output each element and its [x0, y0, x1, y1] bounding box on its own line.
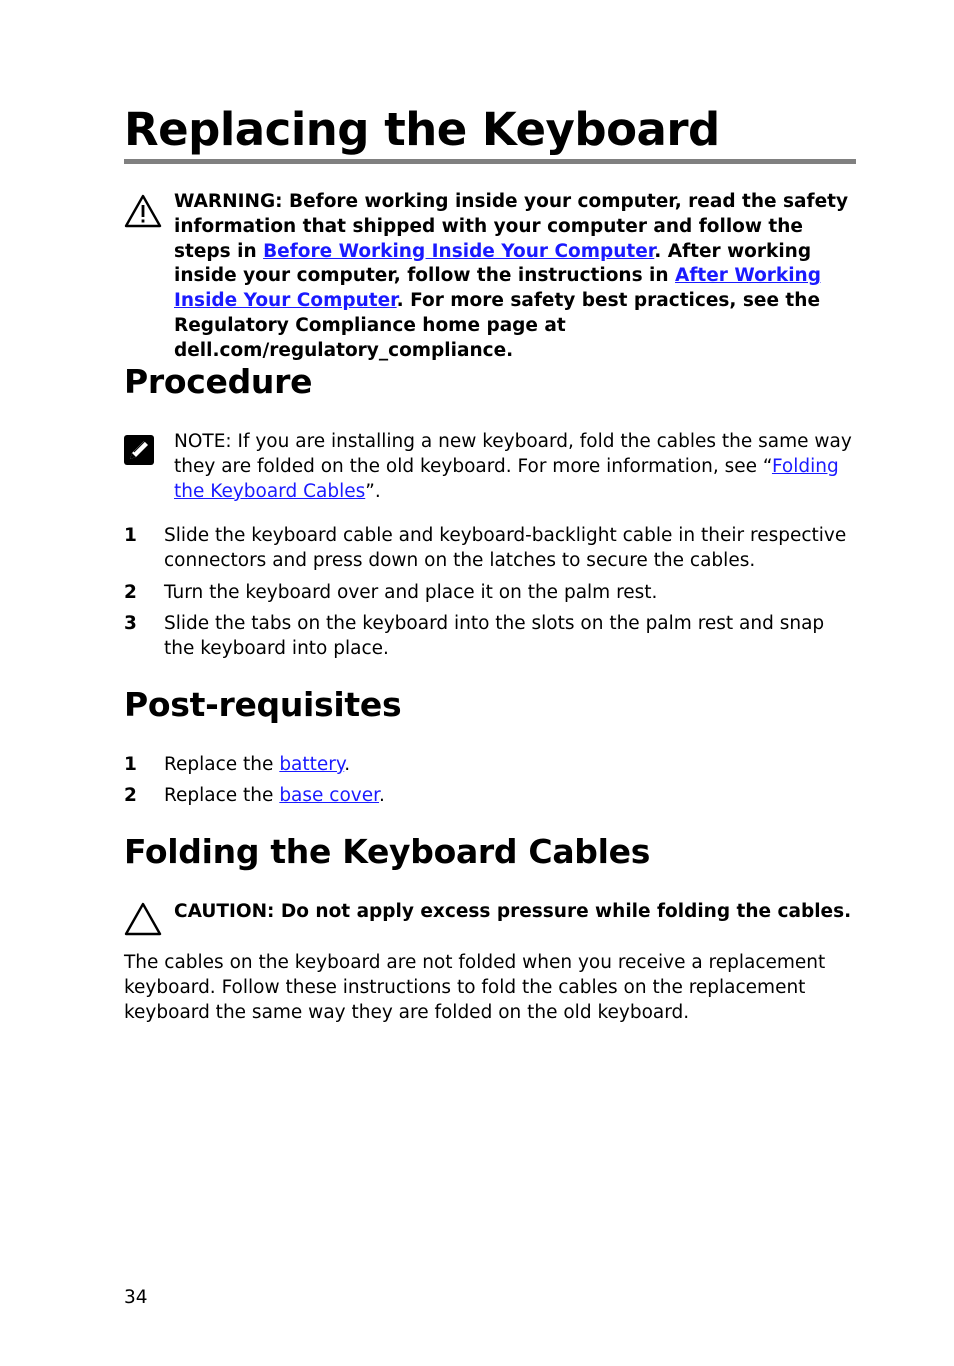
note-text-part-2: ”.	[365, 480, 381, 502]
warning-text-part-3: . For more safety best practices, see the Regulatory Compliance home page at dell.com/regulatory_compliance.	[174, 290, 820, 361]
step-number: 2	[124, 582, 137, 603]
pencil-note-icon	[124, 435, 154, 469]
before-working-link[interactable]: Before Working Inside Your Computer	[263, 240, 655, 262]
caution-triangle-icon	[124, 902, 162, 940]
warning-notice	[124, 190, 856, 361]
page-title: Replacing the Keyboard	[124, 103, 720, 156]
page-number: 34	[124, 1287, 148, 1308]
step-number: 1	[124, 525, 137, 546]
after-working-link[interactable]: After Working Inside Your Computer	[174, 265, 821, 312]
note-label: NOTE:	[174, 431, 232, 452]
caution-notice	[124, 900, 856, 940]
battery-link[interactable]: battery	[279, 754, 345, 775]
post-requisites-heading: Post-requisites	[124, 685, 402, 724]
title-underline-rule	[124, 159, 856, 164]
folding-paragraph: The cables on the keyboard are not folded when you receive a replacement keyboard. Follow these instructions to fold the cables on the replacement keyboard the same way they are folded on the old keyboard.	[124, 952, 826, 1023]
warning-text-part-1: WARNING: Before working inside your computer, read the safety information that shipped with your computer and follow the steps in	[174, 191, 849, 262]
procedure-note	[124, 430, 856, 506]
step-text: Turn the keyboard over and place it on the palm rest.	[164, 582, 658, 603]
base-cover-link[interactable]: base cover	[279, 785, 380, 806]
caution-text: CAUTION: Do not apply excess pressure while folding the cables.	[174, 901, 852, 922]
step-prefix: Replace the	[164, 754, 280, 775]
note-text	[174, 430, 856, 504]
step-text: Slide the tabs on the keyboard into the slots on the palm rest and snap the keyboard into place.	[164, 613, 825, 659]
step-text: Slide the keyboard cable and keyboard-backlight cable in their respective connectors and press down on the latches to secure the cables.	[164, 525, 847, 571]
folding-cables-link[interactable]: Folding the Keyboard Cables	[174, 455, 839, 502]
step-number: 3	[124, 613, 137, 634]
step-text	[164, 753, 856, 778]
step-prefix: Replace the	[164, 785, 280, 806]
folding-cables-heading: Folding the Keyboard Cables	[124, 832, 651, 871]
step-text	[164, 784, 856, 809]
step-suffix: .	[344, 754, 351, 775]
warning-triangle-icon	[124, 194, 162, 232]
step-suffix: .	[379, 785, 385, 806]
step-number: 2	[124, 785, 137, 806]
warning-text-part-2: . After working inside your computer, follow the instructions in	[174, 240, 812, 287]
warning-text	[174, 190, 856, 364]
note-text-part-1: If you are installing a new keyboard, fold the cables the same way they are folded on the old keyboard. For more information, see “	[174, 431, 852, 477]
step-number: 1	[124, 754, 137, 775]
procedure-heading: Procedure	[124, 362, 313, 401]
